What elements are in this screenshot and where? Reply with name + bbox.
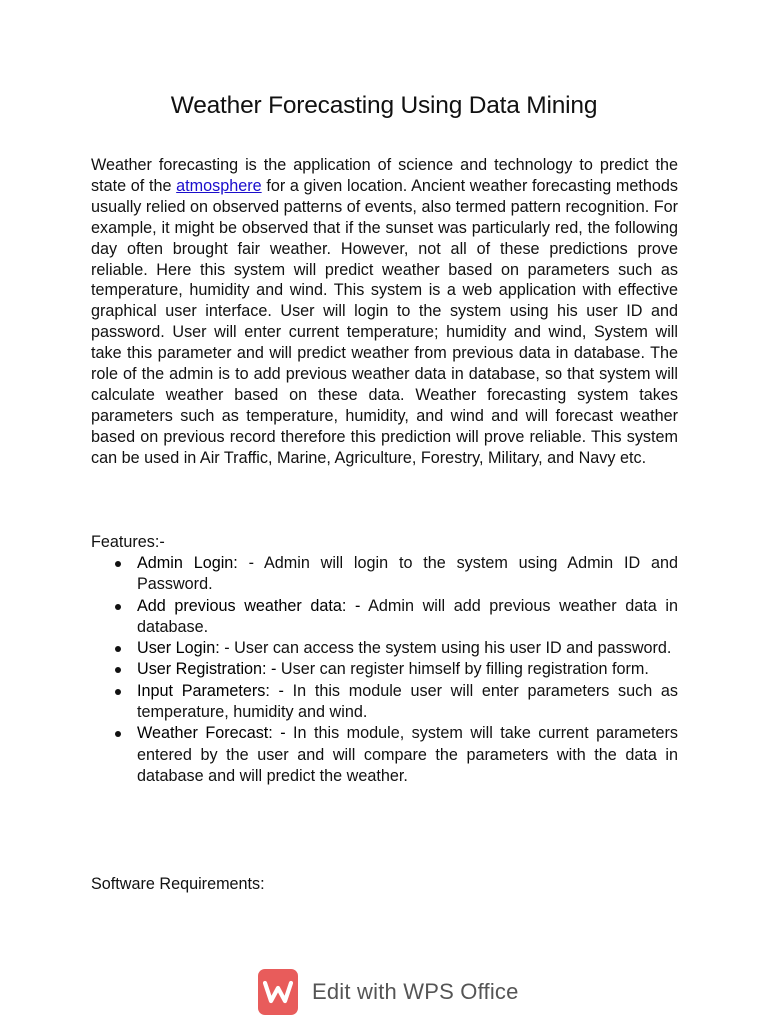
list-item (91, 681, 678, 724)
feature-label: Input Parameters: - (137, 681, 284, 700)
wps-w-glyph-icon (263, 979, 293, 1005)
feature-label: Add previous weather data: - (137, 596, 361, 615)
list-item (91, 553, 678, 596)
feature-label: User Registration: - (137, 660, 277, 679)
feature-description: In this module user will enter parameters such as temperature, humidity and wind. (137, 681, 678, 722)
feature-description: - Admin will login to the system using Admin ID and Password. (137, 554, 678, 594)
feature-description: User can register himself by filling registration form. (276, 660, 649, 679)
software-requirements-heading: Software Requirements: (91, 875, 265, 893)
feature-description: - User can access the system using his user ID and password. (219, 639, 672, 658)
feature-label: User Login: (137, 639, 220, 658)
list-item (91, 638, 678, 659)
feature-description: In this module, system will take current parameters entered by the user and will compare the parameters with the data in database and will predict the weather. (137, 724, 678, 785)
intro-text-start: Weather forecasting is the application of science and technology to predict the state of the (91, 156, 678, 195)
features-list (91, 553, 678, 787)
edit-with-wps-text: Edit with WPS Office (312, 979, 519, 1004)
list-item (91, 723, 678, 787)
intro-paragraph (91, 155, 678, 469)
intro-text-rest: for a given location. Ancient weather forecasting methods usually relied on observed patterns of events, also termed pattern recognition. For example, it might be observed that if the sunset was particularly red, the following day often brought fair weather. However, not all of these predictions prove reliable. Here this system will predict weather based on parameters such as temperature, humidity and wind. This system is a web application with effective graphical user interface. User will login to the system using his user ID and password. User will enter current temperature; humidity and wind, System will take this parameter and will predict weather from previous data in database. The role of the admin is to add previous weather data in database, so that system will calculate weather based on these data. Weather forecasting system takes parameters such as temperature, humidity, and wind and will forecast weather based on previous record therefore this prediction will prove reliable. This system can be used in Air Traffic, Marine, Agriculture, Forestry, Military, and Navy etc. (91, 176, 678, 467)
atmosphere-link[interactable]: atmosphere (176, 176, 262, 195)
list-item (91, 596, 678, 639)
document-title: Weather Forecasting Using Data Mining (170, 92, 598, 119)
feature-label: Admin Login: (137, 554, 238, 572)
edit-with-wps-banner[interactable] (258, 968, 519, 1016)
feature-label: Weather Forecast: - (137, 724, 286, 743)
list-item (91, 659, 678, 680)
feature-description: Admin will add previous weather data in database. (137, 596, 678, 636)
wps-office-logo-icon (258, 969, 298, 1015)
features-heading: Features:- (91, 533, 165, 551)
